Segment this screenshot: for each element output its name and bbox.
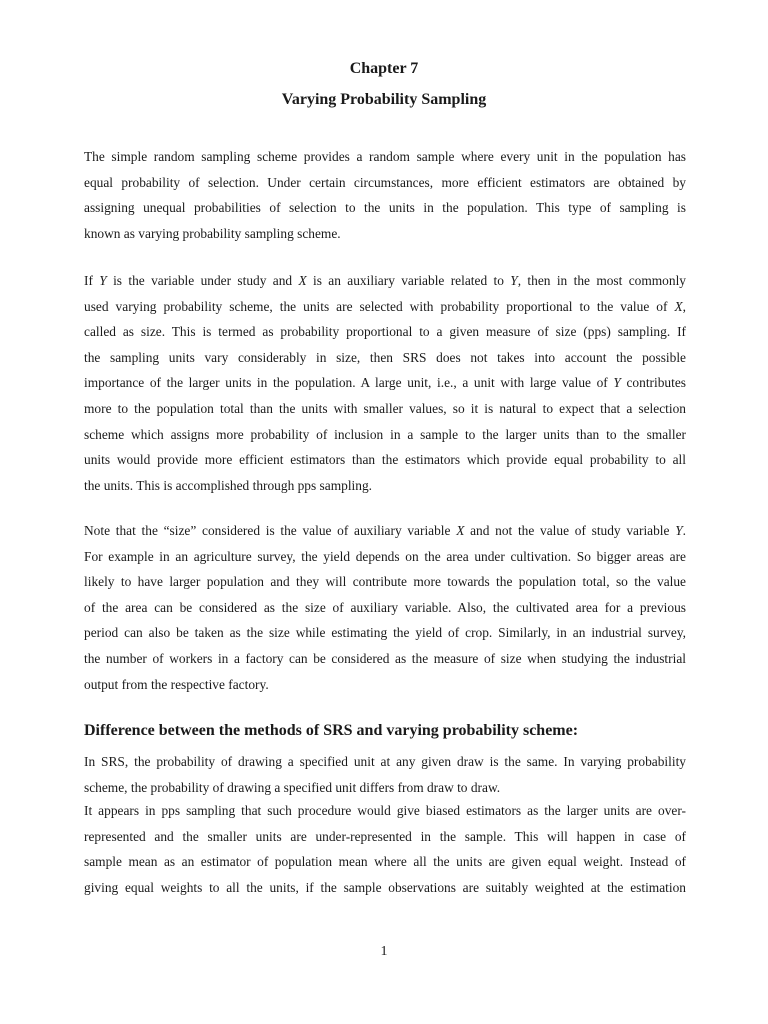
text-line: If Y is the variable under study and X is an auxiliary variable related to Y, then in the most commonly [84,273,686,288]
paragraph-pps-definition [84,268,686,498]
text-line: For example in an agriculture survey, the yield depends on the area under cultivation. So bigger areas are [84,548,686,564]
text-line: It appears in pps sampling that such procedure would give biased estimators as the larger units are over- [84,803,686,818]
text-line: scheme, the probability of drawing a specified unit differs from draw to draw. [84,779,501,795]
text-line: likely to have larger population and they will contribute more towards the population total, so the value [84,574,686,590]
paragraph-srs-difference [84,749,686,800]
page-number: 1 [380,944,388,959]
chapter-title: Varying Probability Sampling [281,91,487,108]
text-line: the number of workers in a factory can be considered as the measure of size when studying the industrial [84,650,686,666]
variable-symbol: Y [613,375,621,391]
variable-symbol: X [456,523,465,538]
text-line: scheme which assigns more probability of inclusion in a sample to the larger units than to the smaller [84,426,686,442]
paragraph-bias [84,798,686,900]
variable-symbol: Y [99,273,107,288]
text-line: output from the respective factory. [84,676,269,692]
text-line: called as size. This is termed as probability proportional to a given measure of size (pps) sampling. If [84,324,686,340]
text-line: represented and the smaller units are under-represented in the sample. This will happen in case of [84,828,686,844]
text-line: Note that the “size” considered is the value of auxiliary variable X and not the value of study variable Y. [84,523,686,538]
text-line: more to the population total than the units with smaller values, so it is natural to expect that a selection [84,400,686,416]
paragraph-intro [84,144,686,246]
text-line: of the area can be considered as the size of auxiliary variable. Also, the cultivated area for a previous [84,599,686,615]
text-line: sample mean as an estimator of population mean where all the units are given equal weight. Instead of [84,854,686,870]
text-line: units would provide more efficient estimators than the estimators which provide equal probability to all [84,452,686,468]
text-line: equal probability of selection. Under certain circumstances, more efficient estimators are obtained by [84,174,686,190]
text-line: The simple random sampling scheme provides a random sample where every unit in the population has [84,149,686,164]
text-line: known as varying probability sampling scheme. [84,225,341,241]
section-heading: Difference between the methods of SRS and varying probability scheme: [84,722,579,739]
text-line: the units. This is accomplished through pps sampling. [84,477,373,493]
variable-symbol: X [674,298,683,314]
text-line: period can also be taken as the size while estimating the yield of crop. Similarly, in an industrial survey, [84,625,686,641]
variable-symbol: Y [675,523,683,538]
text-line: assigning unequal probabilities of selection to the units in the population. This type of sampling is [84,200,686,216]
text-line: importance of the larger units in the population. A large unit, i.e., a unit with large value of Y contributes [84,375,686,391]
variable-symbol: X [298,273,307,288]
text-line: the sampling units vary considerably in size, then SRS does not takes into account the possible [84,349,686,365]
paragraph-size-note [84,518,686,697]
chapter-label: Chapter 7 [349,60,419,77]
text-line: used varying probability scheme, the units are selected with probability proportional to the value of X, [84,298,686,314]
text-line: In SRS, the probability of drawing a specified unit at any given draw is the same. In varying probability [84,754,686,769]
variable-symbol: Y [510,273,518,288]
text-line: giving equal weights to all the units, if the sample observations are suitably weighted at the estimation [84,879,686,895]
